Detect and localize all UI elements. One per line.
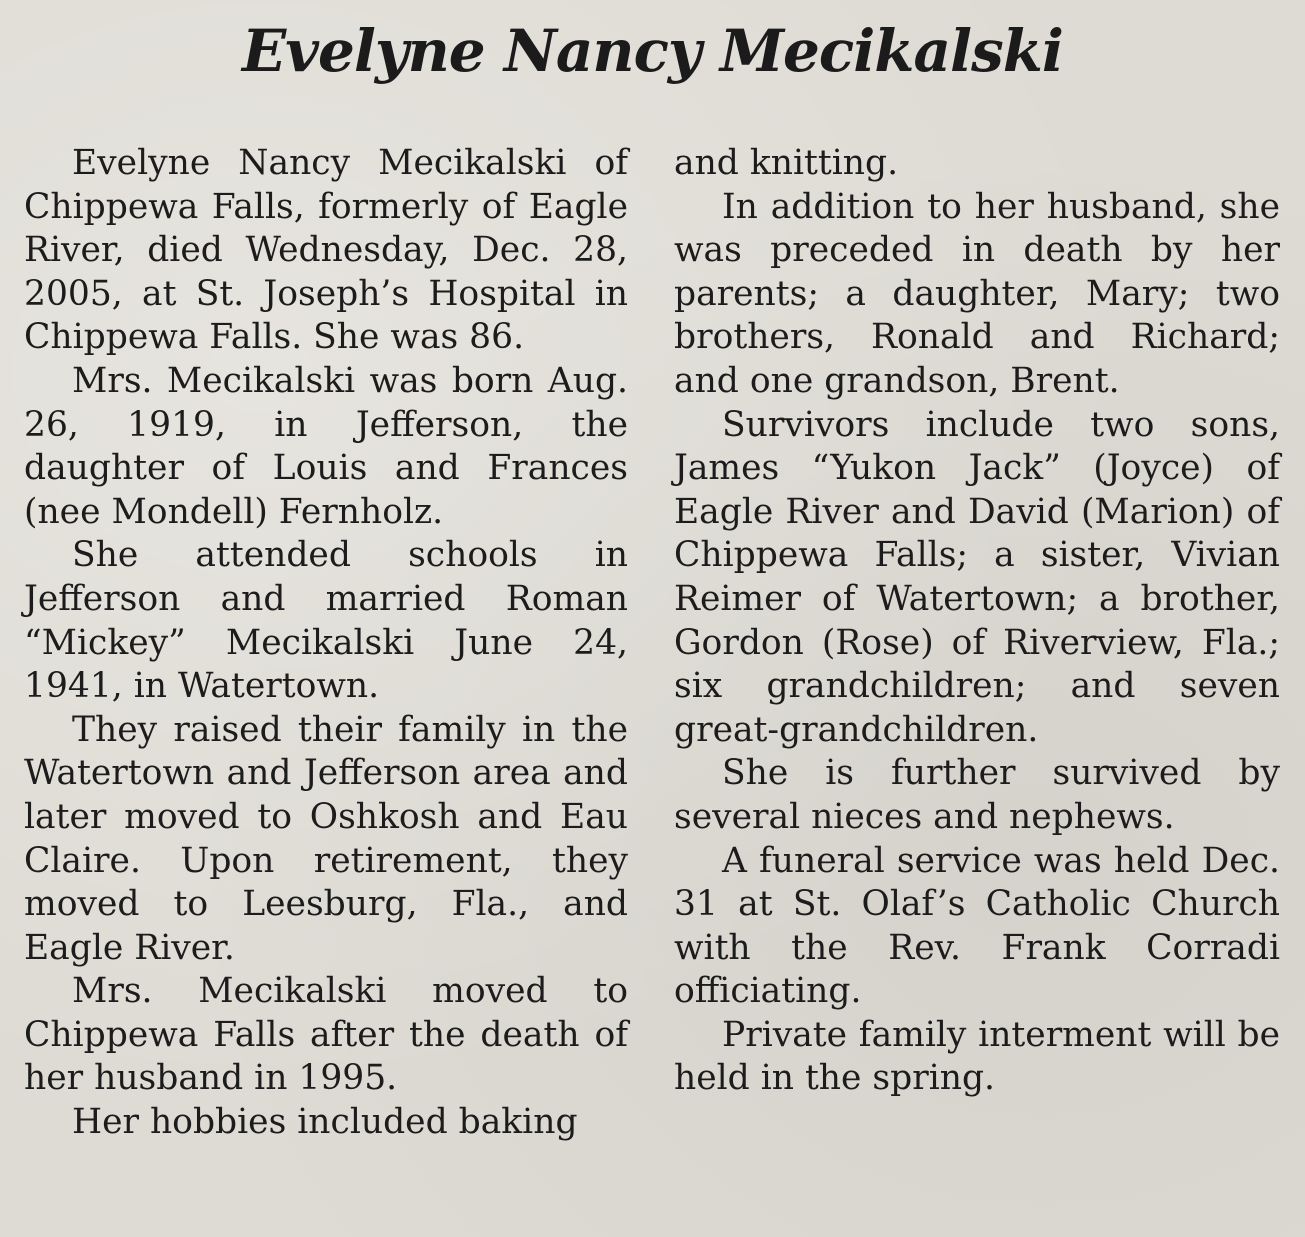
paragraph-interment: Private family interment will be held in the spring. (674, 1014, 1280, 1099)
obituary-headline: Evelyne Nancy Mecikalski (242, 17, 1063, 85)
paragraph-family-residence: They raised their family in the Watertown and Jefferson area and later moved to Oshkosh and Eau Claire. Upon retirement, they moved to Leesburg, Fla., and Eagle River. (24, 709, 628, 968)
paragraph-birth: Mrs. Mecikalski was born Aug. 26, 1919, in Jefferson, the daughter of Louis and Frances (nee Mondell) Fernholz. (24, 360, 628, 532)
paragraph-preceded-in-death: In addition to her husband, she was preceded in death by her parents; a daughter, Mary; two brothers, Ronald and Richard; and one grandson, Brent. (674, 186, 1280, 401)
paragraph-move: Mrs. Mecikalski moved to Chippewa Falls after the death of her husband in 1995. (24, 971, 628, 1099)
paragraph-further-survived: She is further survived by several nieces and nephews. (674, 753, 1280, 837)
paragraph-marriage: She attended schools in Jefferson and married Roman “Mickey” Mecikalski June 24, 1941, in Watertown. (24, 535, 628, 707)
paragraph-death-notice: Evelyne Nancy Mecikalski of Chippewa Falls, formerly of Eagle River, died Wednesday, Dec. 28, 2005, at St. Joseph’s Hospital in Chippewa Falls. She was 86. (24, 143, 628, 358)
left-column (24, 142, 628, 1145)
right-column (674, 142, 1280, 1101)
paragraph-survivors: Survivors include two sons, James “Yukon Jack” (Joyce) of Eagle River and David (Marion) of Chippewa Falls; a sister, Vivian Reimer of Watertown; a brother, Gordon (Rose) of Riverview, Fla.; six grandchildren; and seven great-grandchildren. (674, 404, 1280, 750)
paragraph-funeral-service: A funeral service was held Dec. 31 at St. Olaf’s Catholic Church with the Rev. Frank Corradi officiating. (674, 840, 1280, 1012)
paragraph-hobbies-continued: and knitting. (674, 143, 899, 183)
paragraph-hobbies: Her hobbies included baking (72, 1102, 578, 1143)
